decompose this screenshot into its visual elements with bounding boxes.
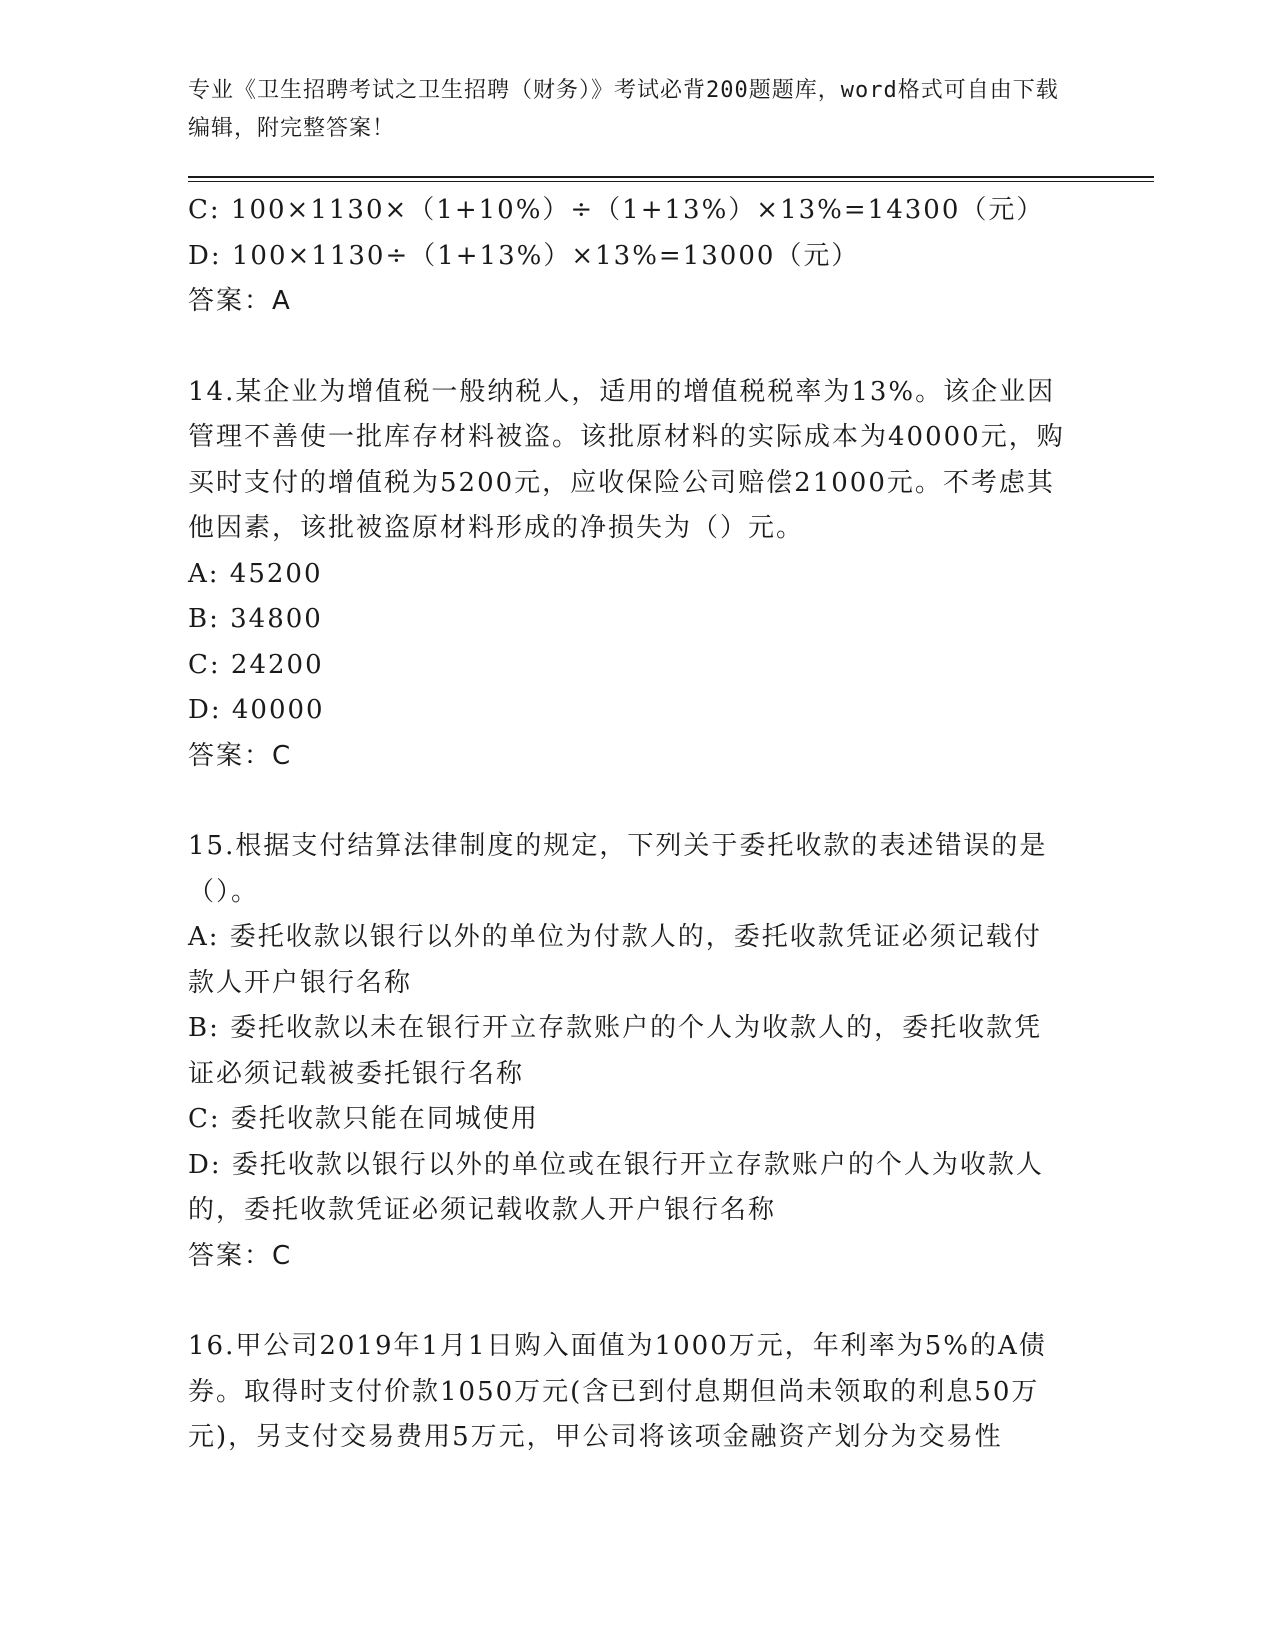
option-c: C: 24200 <box>188 649 324 680</box>
header-divider-thick <box>188 176 1154 178</box>
header-title: 专业《卫生招聘考试之卫生招聘（财务）》考试必背200题题库，word格式可自由下载编辑，附完整答案！ <box>188 78 1059 141</box>
option-d: D: 委托收款以银行以外的单位或在银行开立存款账户的个人为收款人的，委托收款凭证必须记载收款人开户银行名称 <box>188 1149 1044 1225</box>
question-stem: 16.甲公司2019年1月1日购入面值为1000万元，年利率为5%的A债券。取得时支付价款1050万元(含已到付息期但尚未领取的利息50万元)，另支付交易费用5万元，甲公司将该项金融资产划分为交易性 <box>188 1331 1047 1452</box>
question-stem: 15.根据支付结算法律制度的规定，下列关于委托收款的表述错误的是（）。 <box>188 831 1048 907</box>
answer-text: 答案：A <box>188 286 292 316</box>
question-16 <box>188 1324 1068 1461</box>
question-14 <box>188 370 1068 780</box>
question-15 <box>188 824 1068 1279</box>
option-b: B: 34800 <box>188 604 323 634</box>
answer-text: 答案：C <box>188 1240 293 1271</box>
document-body <box>188 188 1068 1461</box>
question-stem: 14.某企业为增值税一般纳税人，适用的增值税税率为13%。该企业因管理不善使一批库存材料被盗。该批原材料的实际成本为40000元，购买时支付的增值税为5200元，应收保险公司赔偿21000元。不考虑其他因素，该批被盗原材料形成的净损失为（）元。 <box>188 376 1065 543</box>
option-c: C: 100×1130×（1+10%）÷（1+13%）×13%=14300（元） <box>188 195 1045 225</box>
option-c: C: 委托收款只能在同城使用 <box>188 1104 539 1134</box>
option-a: A: 45200 <box>188 558 323 589</box>
option-d: D: 100×1130÷（1+13%）×13%=13000（元） <box>188 240 860 271</box>
option-b: B: 委托收款以未在银行开立存款账户的个人为收款人的，委托收款凭证必须记载被委托银行名称 <box>188 1013 1043 1089</box>
spacer <box>188 1279 1068 1324</box>
spacer <box>188 779 1068 824</box>
header-divider-thin <box>188 181 1154 182</box>
spacer <box>188 325 1068 370</box>
document-header <box>188 72 1068 148</box>
answer-text: 答案：C <box>188 740 293 771</box>
option-d: D: 40000 <box>188 695 325 725</box>
question-13-tail <box>188 188 1068 325</box>
option-a: A: 委托收款以银行以外的单位为付款人的，委托收款凭证必须记载付款人开户银行名称 <box>188 922 1042 998</box>
